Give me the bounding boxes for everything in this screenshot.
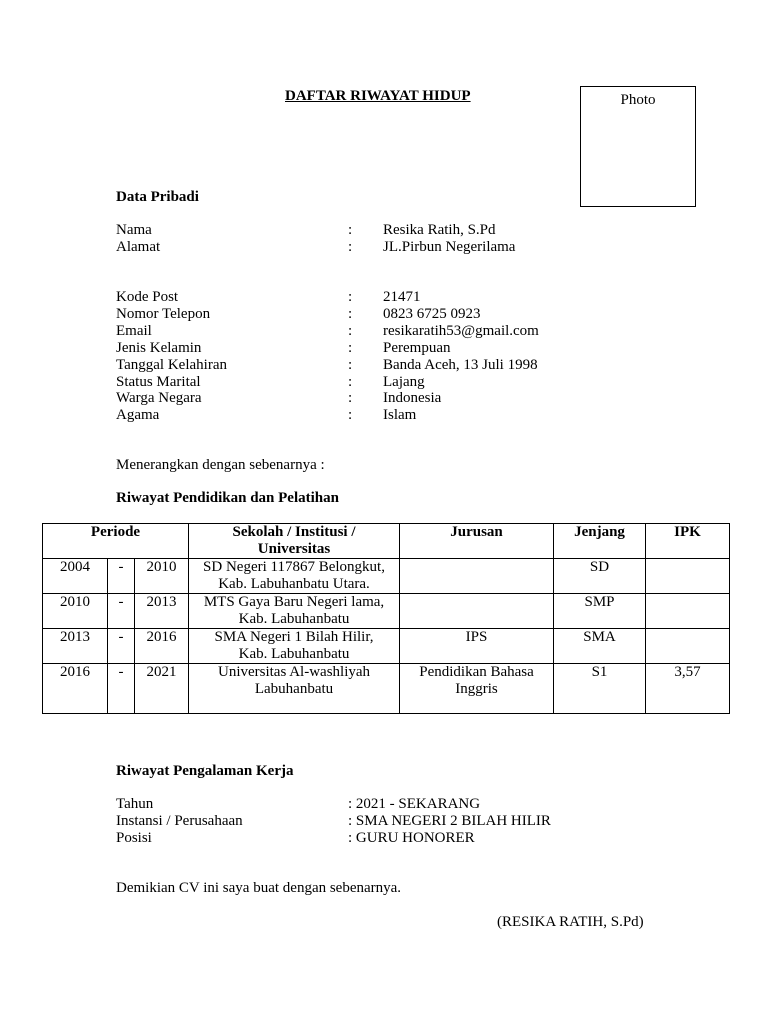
school-line1: SMA Negeri 1 Bilah Hilir,: [214, 629, 374, 645]
header-gpa: IPK: [646, 524, 730, 559]
field-value: Banda Aceh, 13 Juli 1998: [383, 357, 538, 373]
field-value: Islam: [383, 407, 417, 423]
field-label: Nama: [116, 222, 152, 238]
field-separator: :: [348, 239, 353, 255]
school-line1: Universitas Al-washliyah: [217, 664, 371, 680]
major-line2: Inggris: [455, 681, 498, 697]
work-row-year: [116, 796, 676, 813]
field-label: Warga Negara: [116, 390, 202, 406]
school-line1: SD Negeri 117867 Belongkut,: [203, 559, 385, 575]
cell-level: SMA: [554, 629, 646, 664]
cell-major: [400, 594, 554, 629]
field-label: Agama: [116, 407, 160, 423]
field-value: Perempuan: [383, 340, 451, 356]
cell-gpa: 3,57: [646, 664, 730, 714]
personal-row-gender: [116, 340, 676, 357]
header-school-line2: Universitas: [257, 541, 331, 557]
cell-level: S1: [554, 664, 646, 714]
major-line1: Pendidikan Bahasa: [419, 664, 534, 680]
cell-dash: -: [108, 629, 135, 664]
cell-level: SD: [554, 559, 646, 594]
field-value: Indonesia: [383, 390, 442, 406]
school-line2: Kab. Labuhanbatu: [238, 646, 350, 662]
school-line1: MTS Gaya Baru Negeri lama,: [203, 594, 385, 610]
personal-data-heading: Data Pribadi: [116, 189, 199, 205]
field-value: : SMA NEGERI 2 BILAH HILIR: [348, 813, 551, 829]
cell-level: SMP: [554, 594, 646, 629]
personal-row-citizenship: [116, 390, 676, 407]
education-header-row: [43, 524, 730, 559]
field-separator: :: [348, 222, 353, 238]
cell-major: [400, 664, 554, 714]
field-separator: :: [348, 374, 353, 390]
field-value: JL.Pirbun Negerilama: [383, 239, 516, 255]
cell-gpa: [646, 629, 730, 664]
header-school-line1: Sekolah / Institusi /: [232, 524, 356, 540]
school-line2: Kab. Labuhanbatu: [238, 611, 350, 627]
personal-row-phone: [116, 306, 676, 323]
major-line1: IPS: [465, 629, 488, 645]
cell-major: [400, 559, 554, 594]
field-label: Instansi / Perusahaan: [116, 813, 243, 829]
field-label: Tahun: [116, 796, 154, 812]
header-major: Jurusan: [400, 524, 554, 559]
cell-end-year: 2021: [135, 664, 189, 714]
cell-school: [189, 594, 400, 629]
header-periode: Periode: [43, 524, 189, 559]
field-separator: :: [348, 289, 353, 305]
header-level: Jenjang: [554, 524, 646, 559]
field-label: Status Marital: [116, 374, 201, 390]
cell-gpa: [646, 594, 730, 629]
cell-end-year: 2013: [135, 594, 189, 629]
field-value: : GURU HONORER: [348, 830, 475, 846]
education-table: [42, 523, 730, 714]
personal-row-birth: [116, 357, 676, 374]
field-separator: :: [348, 407, 353, 423]
personal-row-email: [116, 323, 676, 340]
field-separator: :: [348, 390, 353, 406]
field-separator: :: [348, 306, 353, 322]
personal-row-religion: [116, 407, 676, 424]
closing-text: Demikian CV ini saya buat dengan sebenarnya.: [116, 880, 402, 896]
work-row-position: [116, 830, 676, 847]
table-row: [43, 594, 730, 629]
field-label: Alamat: [116, 239, 161, 255]
field-label: Kode Post: [116, 289, 179, 305]
field-separator: :: [348, 340, 353, 356]
cell-major: [400, 629, 554, 664]
photo-placeholder: [580, 86, 696, 207]
statement-text: Menerangkan dengan sebenarnya :: [116, 457, 325, 473]
field-value: 21471: [383, 289, 421, 305]
cell-start-year: 2004: [43, 559, 108, 594]
field-value: resikaratih53@gmail.com: [383, 323, 539, 339]
personal-row-address: [116, 239, 676, 256]
field-separator: :: [348, 323, 353, 339]
cell-start-year: 2010: [43, 594, 108, 629]
field-label: Nomor Telepon: [116, 306, 211, 322]
field-label: Email: [116, 323, 152, 339]
field-value: Resika Ratih, S.Pd: [383, 222, 496, 238]
cell-end-year: 2016: [135, 629, 189, 664]
personal-row-marital: [116, 374, 676, 391]
field-label: Posisi: [116, 830, 152, 846]
cell-school: [189, 629, 400, 664]
table-row: [43, 664, 730, 714]
cell-school: [189, 559, 400, 594]
education-heading: Riwayat Pendidikan dan Pelatihan: [116, 490, 339, 506]
school-line2: Labuhanbatu: [254, 681, 334, 697]
cell-dash: -: [108, 559, 135, 594]
document-title: DAFTAR RIWAYAT HIDUP: [285, 88, 471, 104]
cell-end-year: 2010: [135, 559, 189, 594]
field-separator: :: [348, 357, 353, 373]
cell-school: [189, 664, 400, 714]
work-heading: Riwayat Pengalaman Kerja: [116, 763, 294, 779]
header-school: [189, 524, 400, 559]
field-value: : 2021 - SEKARANG: [348, 796, 481, 812]
field-value: 0823 6725 0923: [383, 306, 481, 322]
cell-gpa: [646, 559, 730, 594]
table-row: [43, 559, 730, 594]
cell-dash: -: [108, 594, 135, 629]
table-row: [43, 629, 730, 664]
field-label: Tanggal Kelahiran: [116, 357, 227, 373]
personal-row-postcode: [116, 289, 676, 306]
field-label: Jenis Kelamin: [116, 340, 202, 356]
work-row-institution: [116, 813, 676, 830]
school-line2: Kab. Labuhanbatu Utara.: [218, 576, 370, 592]
cell-start-year: 2016: [43, 664, 108, 714]
cell-start-year: 2013: [43, 629, 108, 664]
cell-dash: -: [108, 664, 135, 714]
signature-name: (RESIKA RATIH, S.Pd): [497, 914, 644, 930]
field-value: Lajang: [383, 374, 425, 390]
photo-label: Photo: [620, 92, 656, 108]
personal-row-name: [116, 222, 676, 239]
